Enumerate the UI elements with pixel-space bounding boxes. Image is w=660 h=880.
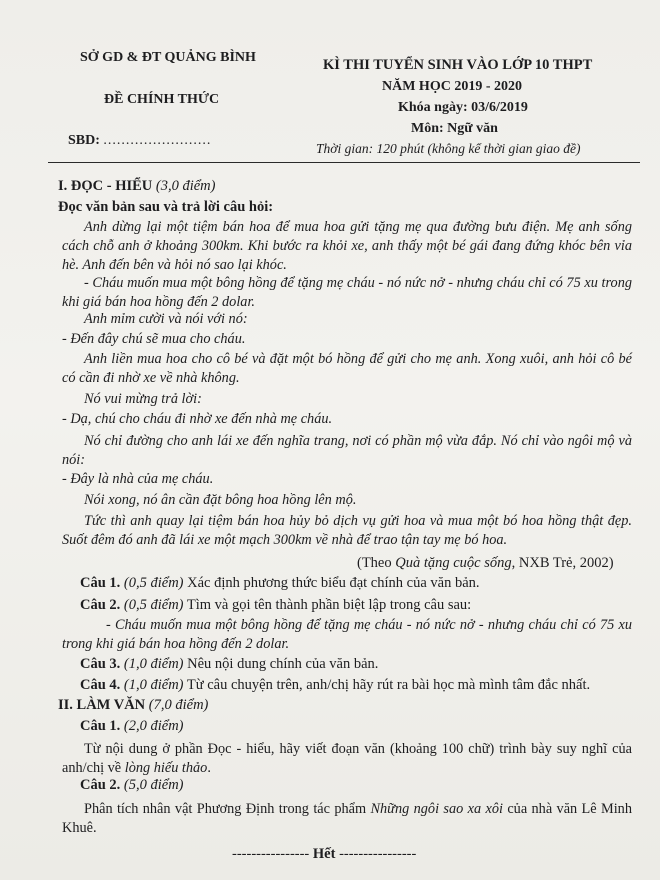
department-name: SỞ GD & ĐT QUẢNG BÌNH [80, 50, 256, 65]
official-exam-label: ĐỀ CHÍNH THỨC [104, 92, 220, 107]
sbd-dots: ........................ [103, 133, 212, 148]
exam-title: KÌ THI TUYỂN SINH VÀO LỚP 10 THPT [323, 57, 593, 73]
source-book: Quà tặng cuộc sống [395, 555, 512, 571]
end-marker: ---------------- Hết ---------------- [232, 846, 417, 862]
passage-paragraph: Nó chỉ đường cho anh lái xe đến nghĩa trang, nơi có phần mộ vừa đắp. Nó chỉ vào ngôi mộ và nói: [62, 433, 632, 468]
candidate-number [68, 133, 211, 149]
section1-heading [58, 178, 215, 195]
essay-question-2-text: Phân tích nhân vật Phương Định trong tác phẩm Những ngôi sao xa xôi của nhà văn Lê Minh Khuê. [62, 801, 632, 836]
section1-points: (3,0 điểm) [155, 178, 216, 194]
passage-paragraph: - Cháu muốn mua một bông hồng để tặng mẹ cháu - nó nức nở - nhưng cháu chỉ có 75 xu trong khi giá bán hoa hồng đến 2 dolar. [62, 275, 632, 310]
subject: Môn: Ngữ văn [411, 121, 498, 136]
passage-paragraph: Anh dừng lại một tiệm bán hoa để mua hoa gửi tặng mẹ qua đường bưu điện. Mẹ anh sống cách chỗ anh ở khoảng 300km. Khi bước ra khỏi xe, anh thấy một bé gái đang đứng khóc bên vỉa hè. Anh đến bên và hỏi nó sao lại khóc. [62, 219, 632, 273]
passage-paragraph: - Đến đây chú sẽ mua cho cháu. [62, 331, 246, 347]
essay-question-1-heading: Câu 1. (2,0 điểm) [80, 718, 184, 734]
passage-source: (Theo Quà tặng cuộc sống, NXB Trẻ, 2002) [357, 555, 614, 571]
question-1: Câu 1. (0,5 điểm) Xác định phương thức biểu đạt chính của văn bản. [80, 575, 480, 591]
passage-paragraph: - Đây là nhà của mẹ cháu. [62, 471, 214, 487]
essay-question-2-heading: Câu 2. (5,0 điểm) [80, 777, 184, 793]
sbd-label: SBD: [68, 133, 100, 148]
essay-question-1-text: Từ nội dung ở phần Đọc - hiểu, hãy viết đoạn văn (khoảng 100 chữ) trình bày suy nghĩ của anh/chị về lòng hiếu thảo. [62, 741, 632, 776]
question-2: Câu 2. (0,5 điểm) Tìm và gọi tên thành phần biệt lập trong câu sau: [80, 597, 472, 613]
header-divider [48, 162, 640, 163]
section2-heading [58, 697, 208, 714]
section2-title: II. LÀM VĂN [58, 697, 146, 713]
passage-paragraph: Nói xong, nó ân cần đặt bông hoa hồng lên mộ. [84, 492, 357, 508]
passage-paragraph: Anh liền mua hoa cho cô bé và đặt một bó hồng để gửi cho mẹ anh. Xong xuôi, anh hỏi cô bé có cần đi nhờ xe về nhà không. [62, 351, 632, 386]
passage-paragraph: Tức thì anh quay lại tiệm bán hoa hủy bỏ dịch vụ gửi hoa và mua một bó hoa hồng thật đẹp. Suốt đêm đó anh đã lái xe một mạch 300km về nhà để trao tận tay mẹ bó hoa. [62, 513, 632, 548]
question-4: Câu 4. (1,0 điểm) Từ câu chuyện trên, anh/chị hãy rút ra bài học mà mình tâm đắc nhất. [80, 677, 591, 693]
passage-paragraph: Nó vui mừng trả lời: [84, 391, 202, 407]
exam-date: Khóa ngày: 03/6/2019 [398, 100, 528, 115]
question-3: Câu 3. (1,0 điểm) Nêu nội dung chính của văn bản. [80, 656, 379, 672]
passage-paragraph: - Dạ, chú cho cháu đi nhờ xe đến nhà mẹ cháu. [62, 411, 333, 427]
section2-points: (7,0 điểm) [148, 697, 209, 713]
section1-title: I. ĐỌC - HIỂU [58, 178, 153, 194]
section1-instruction: Đọc văn bản sau và trả lời câu hỏi: [58, 199, 274, 215]
question-2-quote: - Cháu muốn mua một bông hồng để tặng mẹ cháu - nó nức nở - nhưng cháu chỉ có 75 xu trong khi giá bán hoa hồng đến 2 dolar. [62, 617, 632, 652]
exam-duration: Thời gian: 120 phút (không kể thời gian giao đề) [316, 141, 581, 156]
passage-paragraph: Anh mỉm cười và nói với nó: [84, 311, 248, 327]
school-year: NĂM HỌC 2019 - 2020 [382, 79, 522, 94]
